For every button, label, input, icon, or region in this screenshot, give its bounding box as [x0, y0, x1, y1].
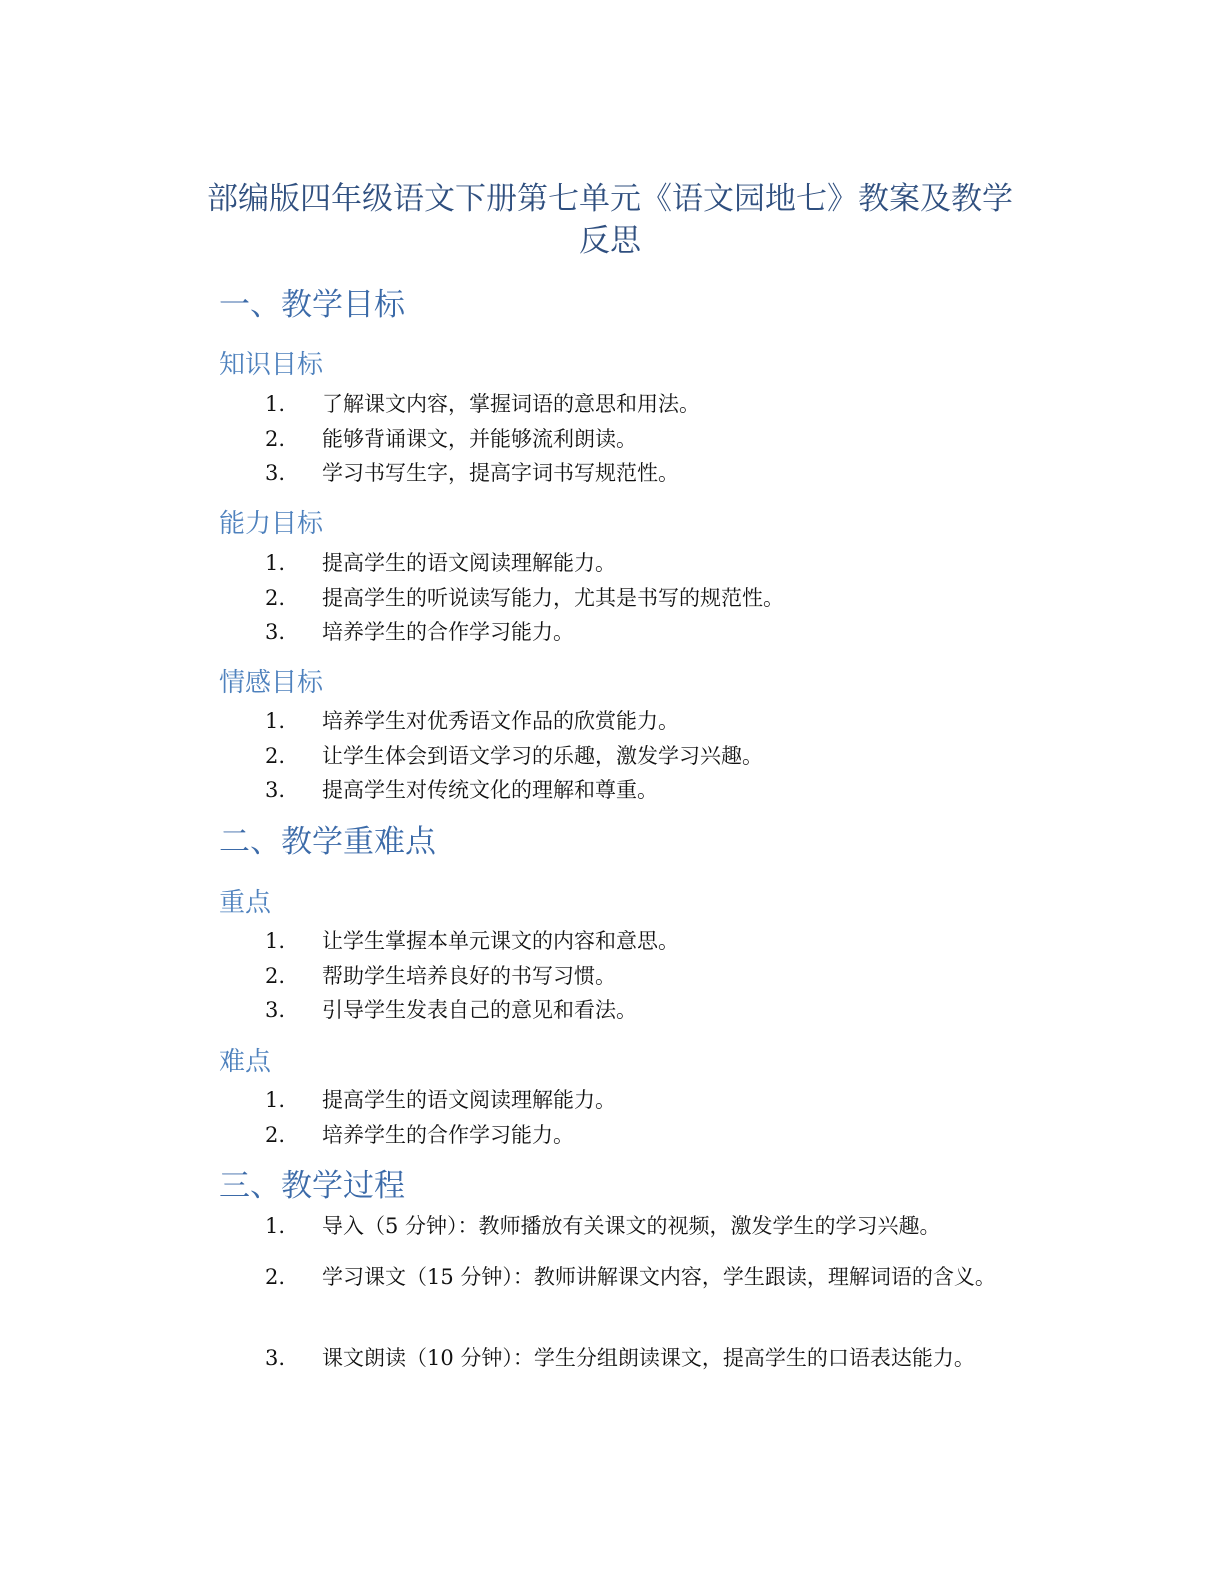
item-number: 3.: [265, 778, 286, 802]
item-number: 2.: [265, 743, 286, 768]
subheading-emotion: 情感目标: [219, 668, 324, 698]
step-number: 3.: [265, 1346, 286, 1370]
item-number: 1.: [265, 929, 286, 953]
section-heading-process: 三、教学过程: [219, 1168, 405, 1204]
item-text: 让学生体会到语文学习的乐趣，激发学习兴趣。: [322, 743, 763, 768]
process-step: [228, 1210, 1026, 1242]
item-text: 提高学生的语文阅读理解能力。: [322, 1088, 616, 1112]
process-step: [228, 1261, 1026, 1293]
step-number: 1.: [265, 1214, 286, 1238]
item-text: 培养学生的合作学习能力。: [322, 620, 574, 644]
item-number: 1.: [265, 1088, 286, 1112]
item-text: 提高学生的听说读写能力，尤其是书写的规范性。: [322, 585, 784, 610]
item-number: 1.: [265, 709, 286, 733]
subheading-key: 重点: [219, 888, 272, 918]
item-number: 3.: [265, 461, 286, 485]
section-heading-key-points: 二、教学重难点: [219, 824, 436, 860]
subheading-difficult: 难点: [219, 1047, 272, 1077]
section-heading-objectives: 一、教学目标: [219, 287, 405, 323]
item-text: 培养学生对优秀语文作品的欣赏能力。: [322, 709, 679, 733]
item-number: 1.: [265, 392, 286, 416]
step-number: 2.: [265, 1265, 286, 1289]
item-text: 了解课文内容，掌握词语的意思和用法。: [322, 392, 700, 416]
document-title: [190, 178, 1030, 262]
item-text: 能够背诵课文，并能够流利朗读。: [322, 426, 637, 451]
step-text: 课文朗读（10 分钟）：学生分组朗读课文，提高学生的口语表达能力。: [322, 1346, 975, 1370]
title-line-2: 反思: [579, 223, 641, 259]
subheading-knowledge: 知识目标: [219, 350, 324, 380]
subheading-ability: 能力目标: [219, 509, 324, 539]
item-number: 2.: [265, 426, 286, 451]
item-text: 帮助学生培养良好的书写习惯。: [322, 963, 616, 988]
item-text: 引导学生发表自己的意见和看法。: [322, 998, 637, 1022]
item-number: 3.: [265, 620, 286, 644]
item-number: 1.: [265, 551, 286, 575]
item-text: 提高学生对传统文化的理解和尊重。: [322, 778, 658, 802]
title-line-1: 部编版四年级语文下册第七单元《语文园地七》教案及教学: [207, 181, 1013, 217]
step-text: 导入（5 分钟）：教师播放有关课文的视频，激发学生的学习兴趣。: [322, 1214, 941, 1238]
item-text: 培养学生的合作学习能力。: [322, 1122, 574, 1147]
step-text: 学习课文（15 分钟）：教师讲解课文内容，学生跟读，理解词语的含义。: [322, 1265, 996, 1289]
item-text: 学习书写生字，提高字词书写规范性。: [322, 461, 679, 485]
item-number: 2.: [265, 963, 286, 988]
process-step: [228, 1342, 1026, 1374]
item-text: 让学生掌握本单元课文的内容和意思。: [322, 929, 679, 953]
item-number: 3.: [265, 998, 286, 1022]
item-text: 提高学生的语文阅读理解能力。: [322, 551, 616, 575]
item-number: 2.: [265, 585, 286, 610]
item-number: 2.: [265, 1122, 286, 1147]
